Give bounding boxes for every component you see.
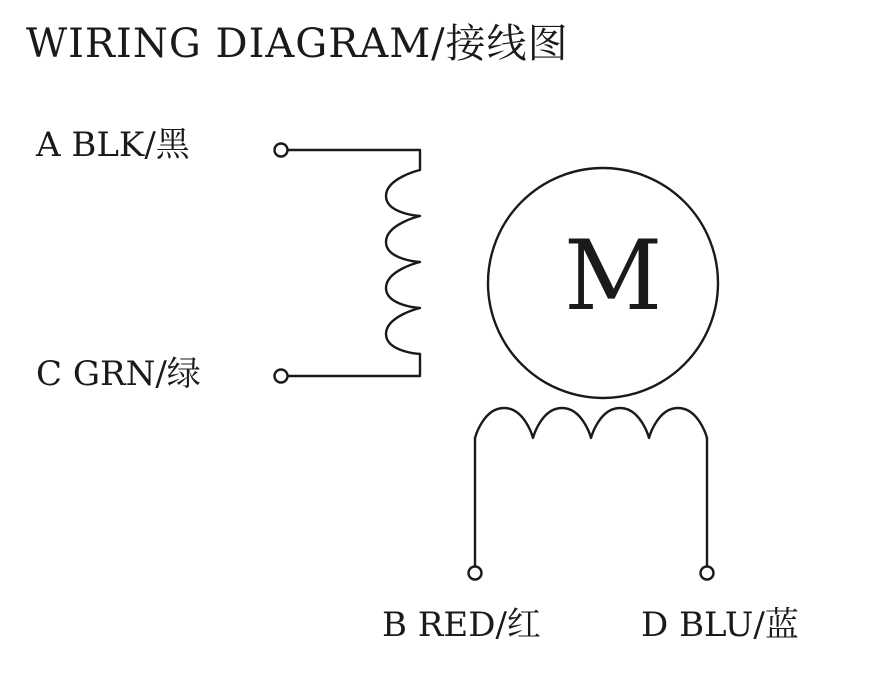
page-title: WIRING DIAGRAM/接线图 (26, 21, 569, 67)
terminal-label-b: B RED/红 (382, 605, 541, 645)
motor-symbol-label: M (564, 220, 663, 332)
terminal-dot-c (275, 370, 288, 383)
terminal-dot-d (701, 567, 714, 580)
coil-bottom-bd (475, 408, 707, 438)
terminal-label-d: D BLU/蓝 (641, 605, 799, 645)
terminal-dot-b (469, 567, 482, 580)
terminal-dot-a (275, 144, 288, 157)
terminal-label-a: A BLK/黑 (36, 125, 190, 165)
terminal-label-c: C GRN/绿 (36, 354, 201, 394)
wire-terminal-a (288, 150, 420, 170)
wire-terminal-c (288, 354, 420, 376)
coil-left-ac (386, 170, 420, 354)
